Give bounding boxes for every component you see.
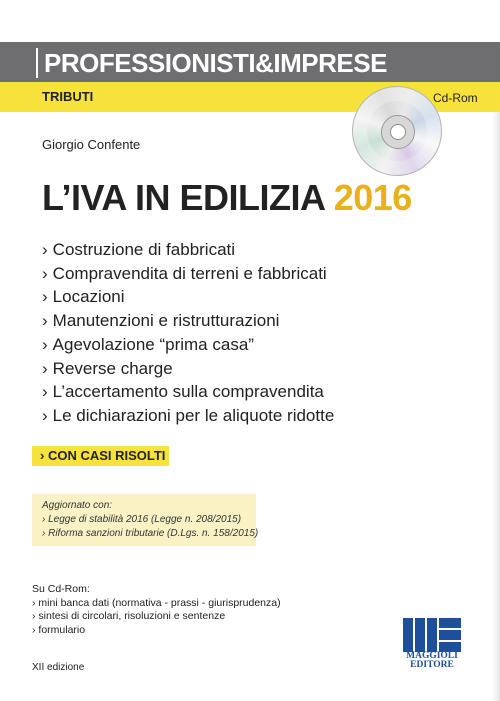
cd-contents (32, 583, 281, 637)
list-item (42, 404, 334, 428)
topic-text: Le dichiarazioni per le aliquote ridotte (52, 405, 335, 425)
chevron-right-icon: › (42, 382, 48, 402)
page-edge-shadow (492, 112, 500, 701)
book-title-main: L’IVA IN EDILIZIA (42, 177, 325, 218)
list-item (42, 238, 334, 262)
chevron-right-icon: › (42, 240, 48, 259)
edition-label: XII edizione (32, 662, 85, 673)
chevron-right-icon: › (42, 311, 48, 331)
cd-center-hole (390, 124, 406, 140)
topic-text: Reverse charge (52, 358, 173, 378)
author-name: Giorgio Confente (42, 137, 141, 152)
chevron-right-icon: › (42, 287, 48, 307)
publisher-name-line: EDITORE (410, 660, 454, 670)
chevron-right-icon: › (42, 405, 48, 425)
book-title (42, 176, 412, 220)
list-item (42, 262, 334, 286)
list-item (42, 285, 334, 309)
cdrom-label: Cd-Rom (433, 91, 478, 105)
publisher-logo-mark-icon (403, 618, 461, 652)
topic-text: Manutenzioni e ristrutturazioni (52, 311, 280, 331)
topic-text: Costruzione di fabbricati (52, 240, 236, 259)
list-item (42, 357, 334, 381)
header-accent-line (36, 48, 38, 78)
list-item (42, 309, 334, 333)
cd-contents-heading: Su Cd-Rom: (32, 583, 90, 595)
list-item (42, 380, 334, 404)
chevron-right-icon: › (42, 334, 48, 354)
update-item: › Legge di stabilità 2016 (Legge n. 208/2015) (42, 514, 242, 525)
series-title: PROFESSIONISTI&IMPRESE (44, 48, 387, 78)
topic-text: Compravendita di terreni e fabbricati (52, 263, 327, 283)
topic-text: Locazioni (52, 287, 125, 307)
topic-text: Agevolazione “prima casa” (52, 334, 254, 354)
update-box (32, 494, 259, 546)
publisher-name (400, 652, 464, 670)
publisher-name-line: MAGGIOLI (406, 651, 458, 661)
cd-contents-item: › formulario (32, 623, 86, 636)
solved-cases-badge: › CON CASI RISOLTI (32, 446, 169, 466)
update-heading: Aggiornato con: (42, 500, 113, 511)
book-title-year: 2016 (333, 177, 412, 218)
chevron-right-icon: › (42, 263, 48, 283)
cd-contents-item: › mini banca dati (normativa - prassi - giurisprudenza) (32, 596, 281, 609)
cd-disc-icon (352, 86, 442, 176)
category-label: TRIBUTI (42, 89, 94, 104)
topic-text: L’accertamento sulla compravendita (52, 382, 324, 402)
list-item (42, 333, 334, 357)
cd-contents-item: › sintesi di circolari, risoluzioni e sentenze (32, 610, 226, 623)
update-item: › Riforma sanzioni tributarie (D.Lgs. n. 158/2015) (42, 528, 259, 539)
topics-list (42, 238, 334, 428)
publisher-logo (403, 618, 461, 670)
chevron-right-icon: › (42, 358, 48, 378)
